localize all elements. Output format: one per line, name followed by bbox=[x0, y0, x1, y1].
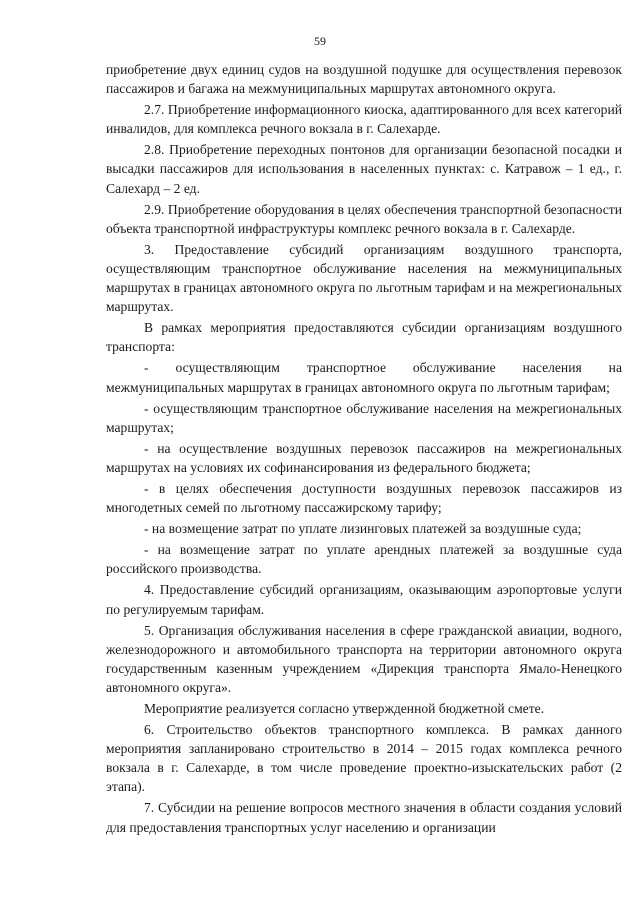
page-number: 59 bbox=[314, 34, 326, 48]
paragraph: 7. Субсидии на решение вопросов местного значения в области создания условий для предоставления транспортных услуг населению и организации bbox=[106, 800, 622, 835]
list-item: - осуществляющим транспортное обслуживание населения на межмуниципальных маршрутах в границах автономного округа по льготным тарифам; bbox=[106, 360, 622, 395]
paragraph: 2.7. Приобретение информационного киоска, адаптированного для всех категорий инвалидов, для комплекса речного вокзала в г. Салехарде. bbox=[106, 102, 622, 137]
list-item: - на осуществление воздушных перевозок пассажиров на межрегиональных маршрутах на условиях их софинансирования из федерального бюджета; bbox=[106, 440, 622, 475]
paragraph: В рамках мероприятия предоставляются субсидии организациям воздушного транспорта: bbox=[106, 320, 622, 355]
list-item: - на возмещение затрат по уплате лизинговых платежей за воздушные суда; bbox=[144, 521, 582, 537]
paragraph: 5. Организация обслуживания населения в сфере гражданской авиации, водного, железнодорожного и автомобильного транспорта на территории автономного округа государственным казенным учреждением «Дирекция транспорта Ямало-Ненецкого автономного округа». bbox=[106, 622, 622, 695]
paragraph: 2.8. Приобретение переходных понтонов для организации безопасной посадки и высадки пассажиров для использования в населенных пунктах: с. Катравож – 1 ед., г. Салехард – 2 ед. bbox=[106, 142, 622, 196]
paragraph: 4. Предоставление субсидий организациям, оказывающим аэропортовые услуги по регулируемым тарифам. bbox=[106, 582, 622, 617]
document-body bbox=[106, 60, 622, 837]
list-item: - в целях обеспечения доступности воздушных перевозок пассажиров из многодетных семей по льготному пассажирскому тарифу; bbox=[106, 480, 622, 516]
paragraph: приобретение двух единиц судов на воздушной подушке для осуществления перевозок пассажиров и багажа на межмуниципальных маршрутах автономного округа. bbox=[106, 62, 622, 97]
paragraph: Мероприятие реализуется согласно утвержденной бюджетной смете. bbox=[144, 701, 545, 716]
paragraph: 3. Предоставление субсидий организациям воздушного транспорта, осуществляющим транспортное обслуживание населения на межмуниципальных маршрутах в границах автономного округа по льготным тарифам и на межрегиональных маршрутах. bbox=[106, 241, 622, 315]
list-item: - осуществляющим транспортное обслуживание населения на межрегиональных маршрутах; bbox=[106, 400, 622, 435]
paragraph: 6. Строительство объектов транспортного комплекса. В рамках данного мероприятия запланировано строительство в 2014 – 2015 годах комплекса речного вокзала в г. Салехарде, в том числе проведение проектно-изыскательских работ (2 этапа). bbox=[106, 722, 622, 795]
paragraph: 2.9. Приобретение оборудования в целях обеспечения транспортной безопасности объекта транспортной инфраструктуры комплекс речного вокзала в г. Салехарде. bbox=[106, 201, 622, 236]
list-item: - на возмещение затрат по уплате арендных платежей за воздушные суда российского производства. bbox=[106, 542, 622, 577]
